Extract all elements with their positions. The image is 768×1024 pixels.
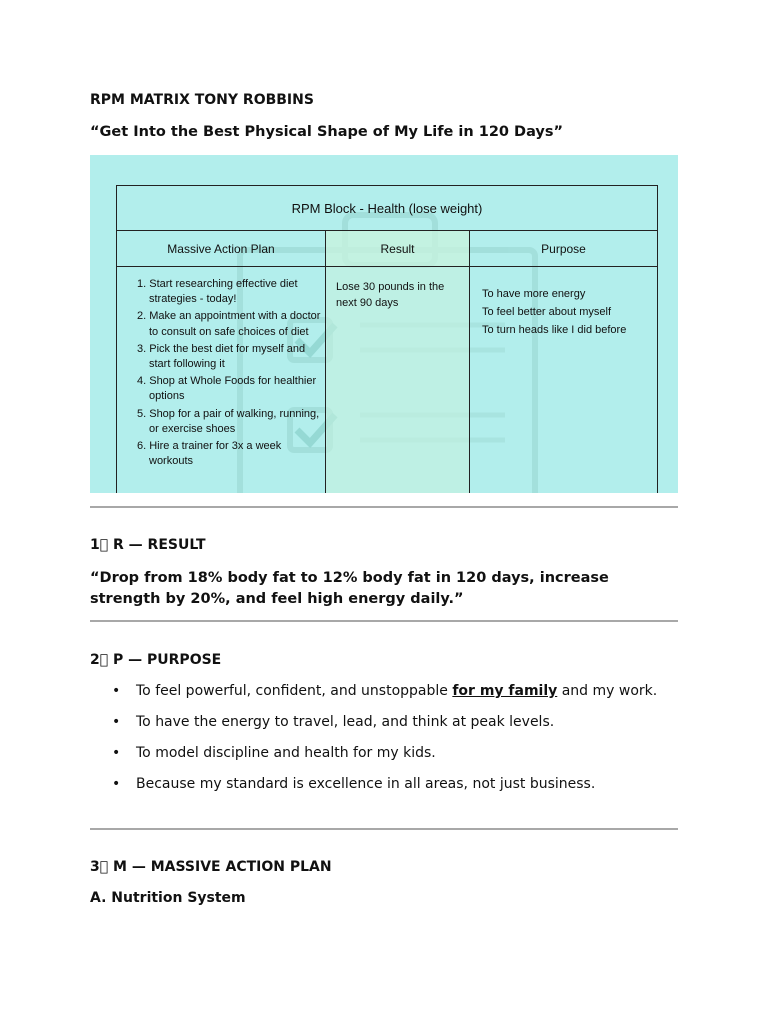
rpm-block-table (116, 185, 658, 493)
section-divider (90, 620, 678, 622)
purpose-list (470, 267, 657, 339)
column-header-result: Result (326, 231, 470, 267)
bullet-text: and my work. (557, 683, 658, 699)
result-heading: 1⃣ R — RESULT (90, 537, 206, 553)
rpm-block-image (90, 155, 678, 493)
list-item: To feel better about myself (482, 306, 612, 318)
list-item (90, 681, 678, 702)
bullet-icon: • (112, 745, 121, 761)
goal-quote: “Get Into the Best Physical Shape of My Life in 120 Days” (90, 124, 564, 140)
list-item (90, 712, 678, 733)
list-item: 1. Start researching effective diet strategies - today! (137, 278, 298, 306)
list-item: 6. Hire a trainer for 3x a week workouts (137, 440, 282, 468)
nutrition-system-heading: A. Nutrition System (90, 890, 246, 906)
massive-action-plan-heading: 3⃣ M — MASSIVE ACTION PLAN (90, 859, 332, 875)
column-header-purpose: Purpose (470, 231, 658, 267)
list-item: 5. Shop for a pair of walking, running, or exercise shoes (137, 407, 320, 435)
bullet-text: To model discipline and health for my kids. (136, 745, 436, 761)
bullet-text: To have the energy to travel, lead, and think at peak levels. (136, 714, 555, 730)
massive-action-plan-cell (117, 267, 326, 494)
list-item: 2. Make an appointment with a doctor to consult on safe choices of diet (137, 310, 321, 338)
column-header-massive-action-plan: Massive Action Plan (117, 231, 326, 267)
section-divider (90, 506, 678, 508)
bullet-icon: • (112, 776, 121, 792)
purpose-cell (470, 267, 658, 494)
bullet-text: Because my standard is excellence in all areas, not just business. (136, 776, 596, 792)
result-text: Lose 30 pounds in the next 90 days (336, 281, 445, 309)
purpose-heading: 2⃣ P — PURPOSE (90, 652, 222, 668)
rpm-block-caption: RPM Block - Health (lose weight) (117, 186, 658, 231)
action-plan-list (117, 277, 325, 469)
list-item (90, 743, 678, 764)
section-divider (90, 828, 678, 830)
bullet-icon: • (112, 683, 121, 699)
list-item: 3. Pick the best diet for myself and start following it (137, 342, 306, 371)
purpose-bullet-list (90, 681, 678, 805)
emphasized-text: for my family (452, 683, 558, 699)
result-cell (326, 267, 470, 494)
bullet-icon: • (112, 714, 121, 730)
document-title: RPM MATRIX TONY ROBBINS (90, 92, 314, 108)
list-item: 4. Shop at Whole Foods for healthier options (137, 375, 317, 403)
list-item (90, 774, 678, 795)
list-item: To turn heads like I did before (482, 324, 627, 336)
list-item: To have more energy (482, 288, 586, 300)
bullet-text: To feel powerful, confident, and unstoppable (136, 683, 453, 699)
result-quote: “Drop from 18% body fat to 12% body fat in 120 days, increase strength by 20%, and feel high energy daily.” (90, 570, 609, 607)
